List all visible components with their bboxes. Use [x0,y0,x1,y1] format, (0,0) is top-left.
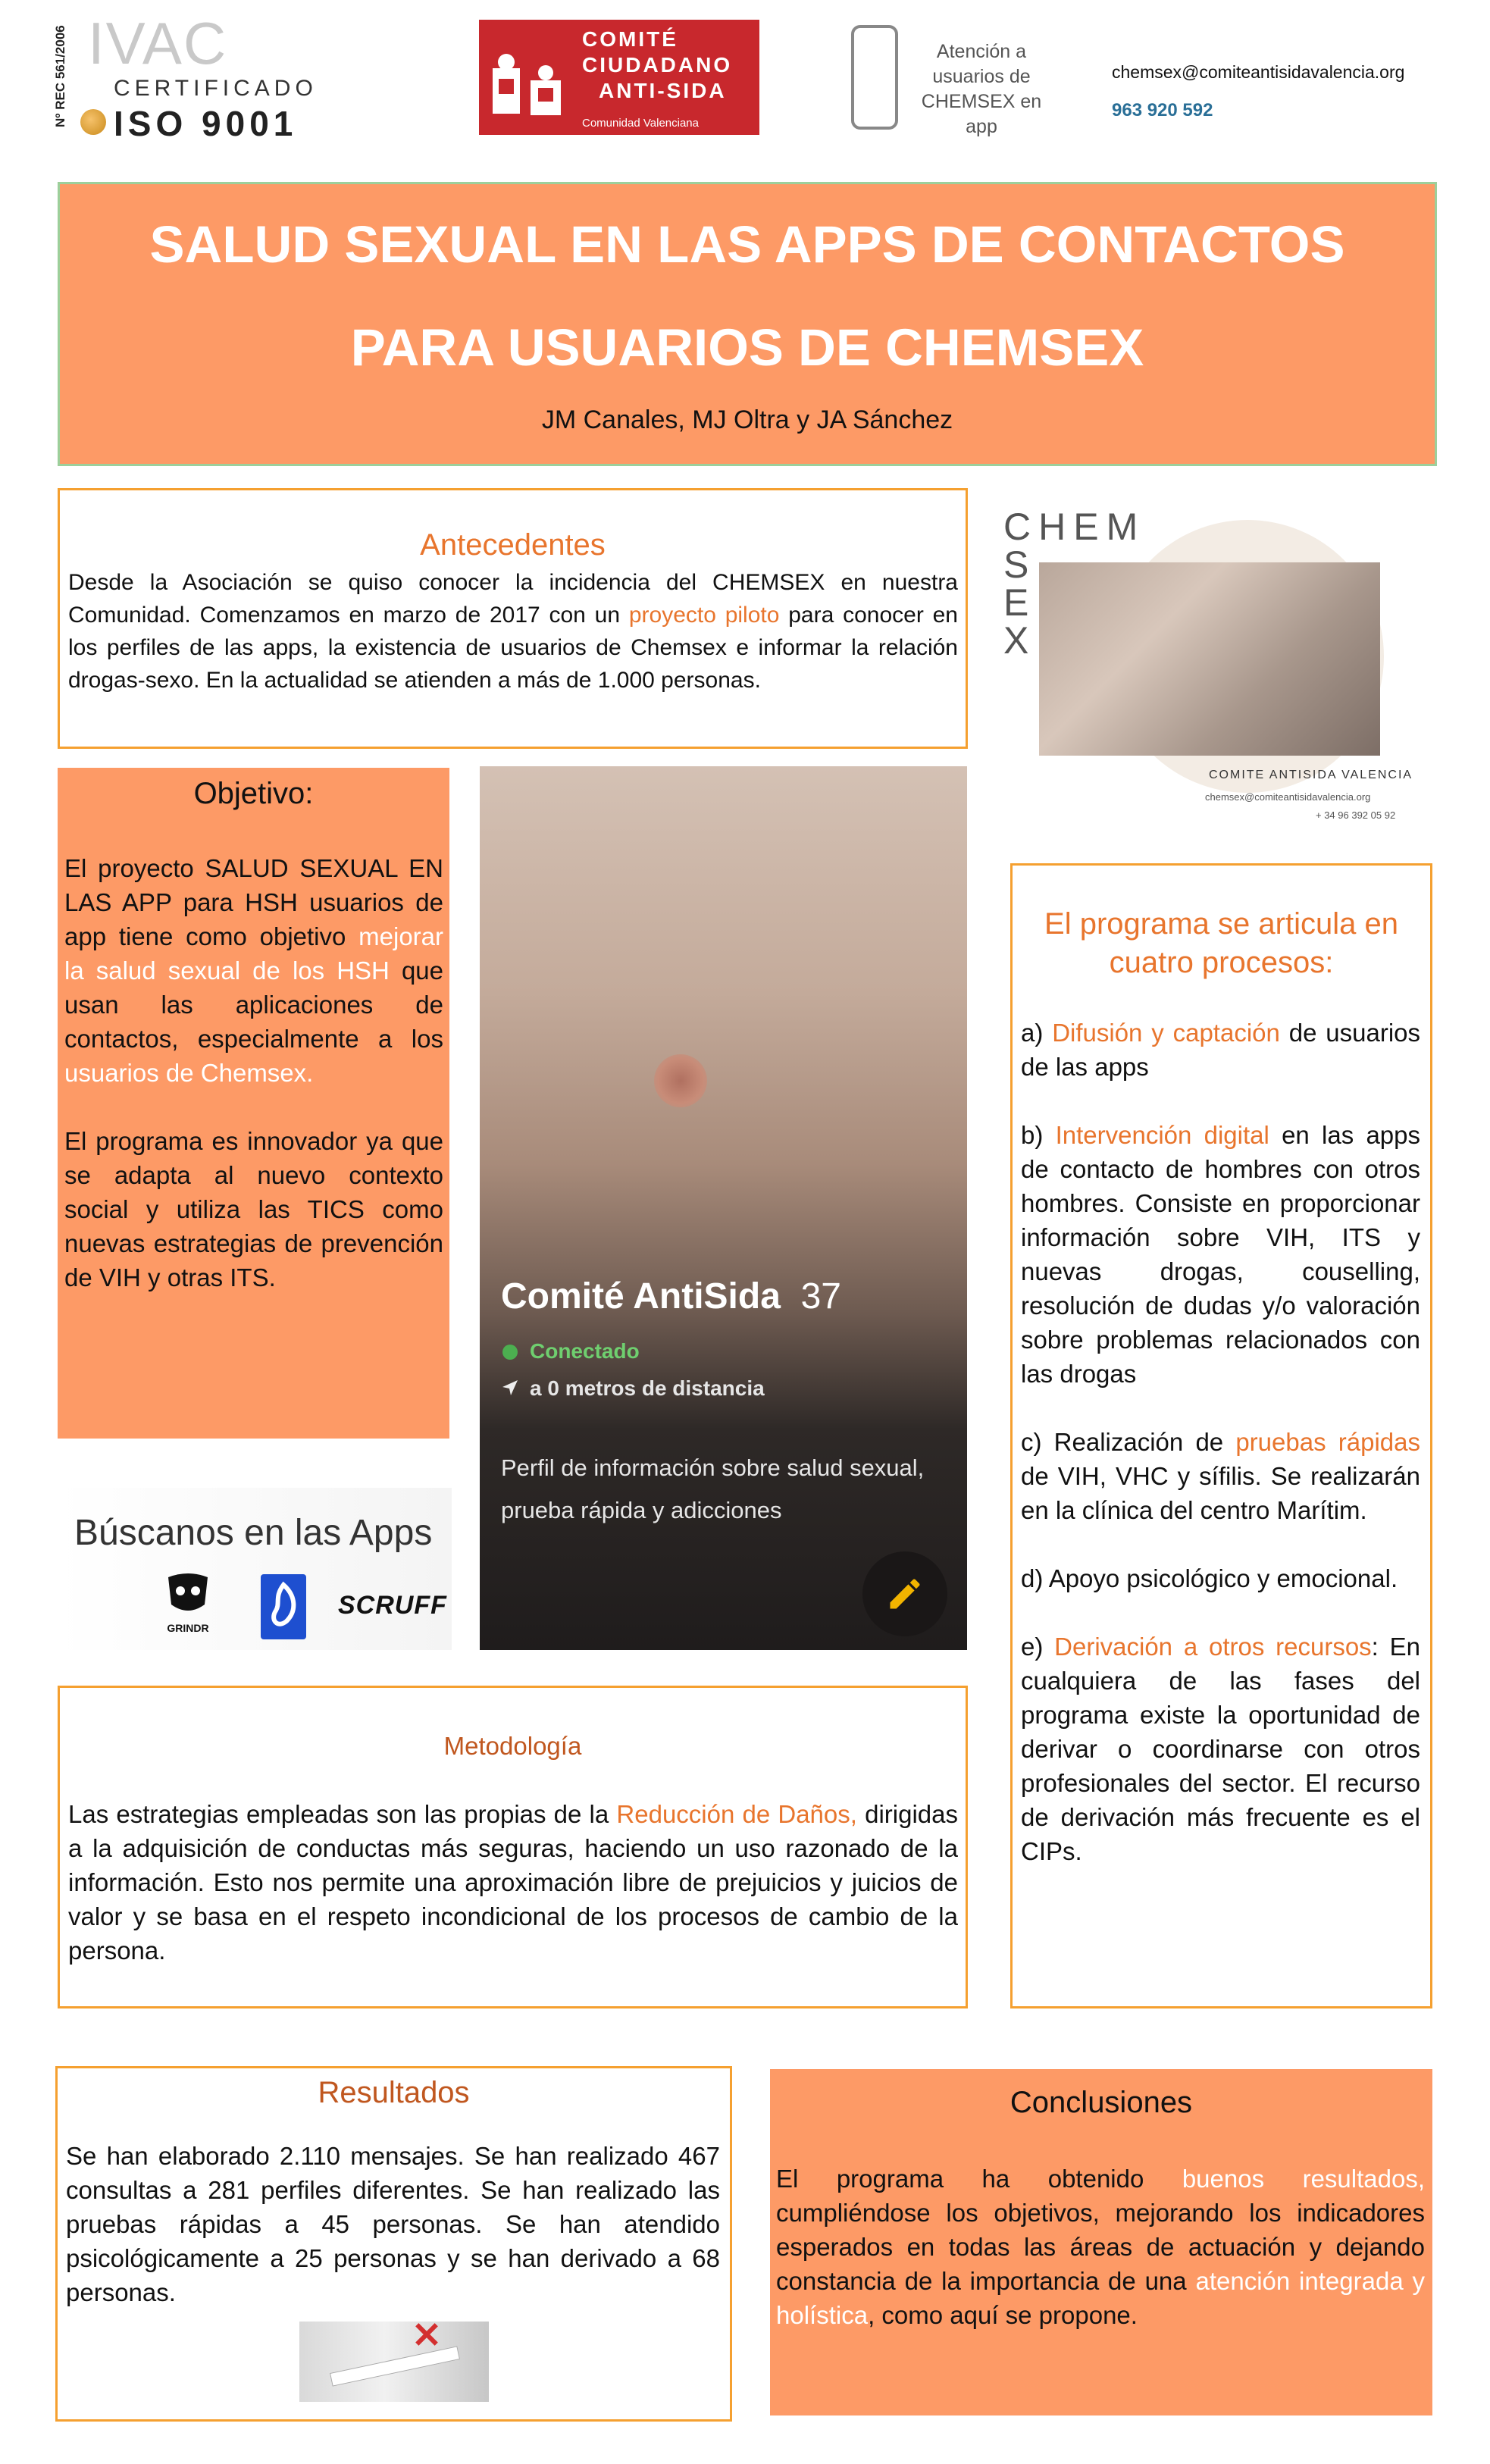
profile-status: Conectado [530,1339,640,1363]
resultados-box [55,2066,732,2422]
profile-photo [480,766,967,1650]
programa-box [1010,863,1432,2008]
objetivo-text: El proyecto SALUD SEXUAL EN LAS APP para HSH usuarios de app tiene como objetivo mejorar la salud sexual de los HSH que usan las aplicaciones de contactos, especialmente a los usuarios de Chemsex. El programa es innovador ya que se adapta al nuevo contexto social y utiliza las TICS como nuevas estrategias de prevención de VIH y otras ITS. [64,854,444,1291]
chemsex-org: COMITE ANTISIDA VALENCIA [1209,769,1413,781]
org-line-2: CIUDADANO [582,53,733,77]
grindr-app-icon[interactable]: GRINDR [164,1573,212,1641]
chemsex-phone: + 34 96 392 05 92 [1316,809,1396,821]
photo-detail [654,1054,707,1107]
profile-description: Perfil de información sobre salud sexual, prueba rápida y adicciones [501,1454,925,1523]
scruff-app-icon[interactable]: SCRUFF [338,1591,447,1620]
chemsex-graphic [997,494,1425,828]
objetivo-box [58,768,449,1439]
title-line-2: PARA USUARIOS DE CHEMSEX [350,318,1144,377]
contact-email[interactable]: chemsex@comiteantisidavalencia.org [1112,62,1405,82]
iso-certificado-text: CERTIFICADO [114,76,318,101]
resultados-heading: Resultados [318,2076,470,2109]
process-b: b) Intervención digital en las apps de contacto de hombres con otros hombres. Consiste en proporcionar información sobre VIH, ITS y nuevas drogas, couselling, resolución de dudas y/o valoración sobre problemas relacionados con las drogas [1021,1121,1421,1388]
online-dot-icon [502,1345,518,1360]
profile-name: Comité AntiSida 37 [501,1276,841,1317]
ivac-logo-icon [80,17,308,70]
conclusiones-heading: Conclusiones [1010,2086,1193,2119]
location-arrow-icon [501,1379,519,1397]
svg-text:IVAC: IVAC [88,17,228,70]
title-banner [58,182,1437,466]
org-line-3: ANTI-SIDA [599,79,727,102]
rapid-test-photo [299,2322,489,2402]
iso-registration-number: Nº REC 561/2006 [53,25,67,127]
process-e: e) Derivación a otros recursos: En cualquiera de las fases del programa existe la oportunidad de derivar o coordinarse con otros profesionales del sector. El recurso de derivación más frecuente es el CIPs. [1021,1633,1420,1865]
conclusiones-box [770,2069,1432,2415]
hornet-app-icon[interactable] [261,1574,306,1639]
smartphone-icon [851,25,898,130]
comite-ciudadano-logo [479,20,759,135]
metodologia-box [58,1686,968,2008]
test-strip [330,2346,460,2386]
process-c: c) Realización de pruebas rápidas de VIH, VHC y sífilis. Se realizarán en la clínica del centro Marítim. [1021,1428,1420,1524]
iso-seal-icon [80,109,106,135]
programa-heading: El programa se articula en cuatro procesos: [1044,907,1398,979]
antecedentes-heading: Antecedentes [420,528,606,562]
iso-9001-text: ISO 9001 [114,104,298,143]
programa-text [1021,1016,1420,1868]
org-line-1: COMITÉ [582,27,678,51]
chemsex-email: chemsex@comiteantisidavalencia.org [1205,791,1371,803]
profile-distance: a 0 metros de distancia [530,1376,765,1400]
metodologia-text: Las estrategias empleadas son las propias de la Reducción de Daños, dirigidas a la adquisición de conductas más seguras, haciendo un uso razonado de la información. Esto nos permite una aproximación libre de prejuicios y juicios de valor y se basa en el respeto incondicional de los procesos de cambio de la persona. [68,1800,958,1965]
org-line-4: Comunidad Valenciana [582,117,699,130]
metodologia-heading: Metodología [443,1732,582,1760]
antecedentes-text: Desde la Asociación se quiso conocer la incidencia del CHEMSEX en nuestra Comunidad. Comenzamos en marzo de 2017 con un proyecto piloto para conocer en los perfiles de las apps, la existencia de usuarios de Chemsex e informar la relación drogas-sexo. En la actualidad se atienden a más de 1.000 personas. [68,570,958,693]
chemsex-logo-text: CHEM S E X [1003,506,1146,662]
people-figures-icon [487,45,570,129]
apps-heading: Búscanos en las Apps [74,1513,433,1553]
resultados-text: Se han elaborado 2.110 mensajes. Se han realizado 467 consultas a 281 perfiles diferentes. Se han realizado las pruebas rápidas a 45 personas. Se han atendido psicológicamente a 25 personas y se han derivado a 68 personas. [66,2142,720,2306]
title-line-1: SALUD SEXUAL EN LAS APPS DE CONTACTOS [149,215,1345,274]
objetivo-heading: Objetivo: [193,777,314,810]
process-d: d) Apoyo psicológico y emocional. [1021,1564,1398,1592]
pencil-icon [885,1574,925,1614]
iso-certification-logo [53,14,318,143]
phone-service-text: Atención a usuarios de CHEMSEX en app [921,41,1042,137]
edit-button[interactable] [862,1551,947,1636]
antecedentes-box [58,488,968,749]
authors: JM Canales, MJ Oltra y JA Sánchez [541,405,953,434]
contact-phone[interactable]: 963 920 592 [1112,100,1213,121]
process-a: a) Difusión y captación de usuarios de las apps [1021,1019,1421,1081]
conclusiones-text: El programa ha obtenido buenos resultados, cumpliéndose los objetivos, mejorando los indicadores esperados en todas las áreas de actuación y dejando constancia de la importancia de una atención integrada y holística, como aquí se propone. [776,2165,1425,2329]
apps-banner [58,1488,452,1650]
